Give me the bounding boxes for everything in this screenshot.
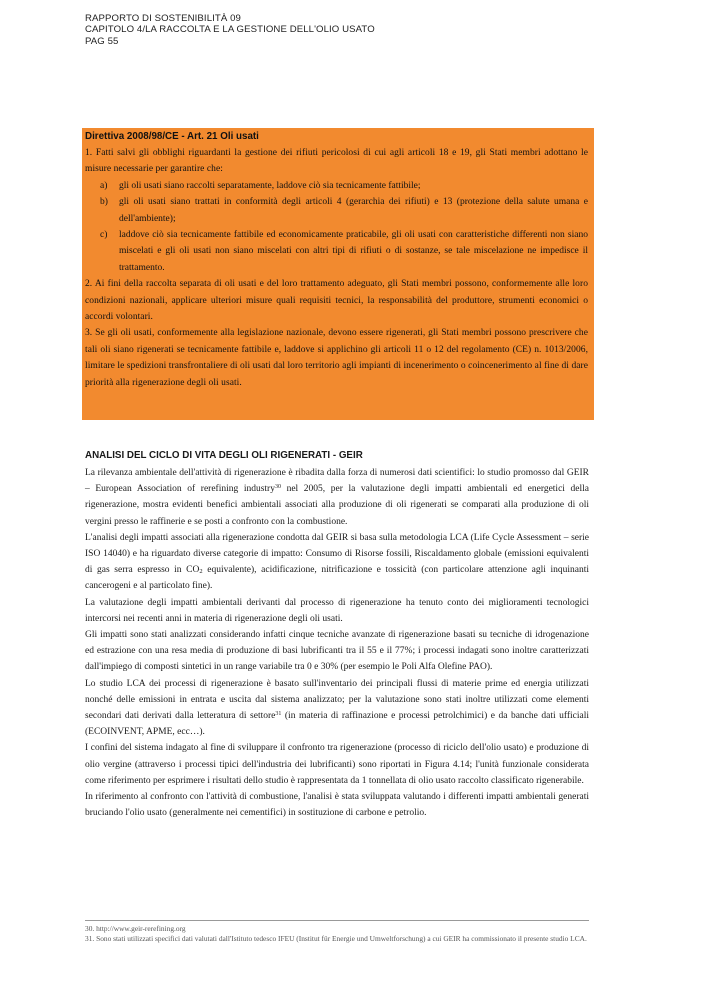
directive-list-item-a [100, 178, 588, 194]
list-text: gli oli usati siano raccolti separatamente, laddove ciò sia tecnicamente fattibile; [119, 180, 421, 191]
paragraph-4: Gli impatti sono stati analizzati considerando infatti cinque tecniche avanzate di rigenerazione basati su tecniche di idrogenazione ed estrazione con una resa media di produzione di basi lubrificanti tra il 55 e il 77%; i processi indagati sono inoltre caratterizzati dall'impiego di composti sintetici in un range variabile tra 0 e 30% (per esempio le Poli Alfa Olefine PAO). [85, 630, 589, 673]
paragraph-text: equivalente), acidificazione, nitrificazione e tossicità (con particolare attenzione agli inquinanti cancerogeni e al particolato fine). [85, 565, 589, 592]
paragraph-text: (in materia di raffinazione e processi petrolchimici) e da banche dati ufficiali (ECOINVENT, APME, ecc…). [85, 711, 589, 738]
directive-list-item-c [100, 227, 588, 276]
paragraph-text: La rilevanza ambientale dell'attività di rigenerazione è ribadita dalla forza di numerosi dati scientifici: lo studio promosso dal GEIR – European Association of rerefining industry [85, 468, 589, 495]
directive-paragraph-1: 1. Fatti salvi gli obblighi riguardanti la gestione dei rifiuti pericolosi di cui agli articoli 18 e 19, gli Stati membri adottano le misure necessarie per garantire che: [85, 148, 588, 175]
paragraph-5 [85, 676, 589, 741]
main-section [85, 449, 589, 821]
report-title: RAPPORTO DI SOSTENIBILITÀ 09 [85, 13, 241, 24]
list-text: laddove ciò sia tecnicamente fattibile ed economicamente praticabile, gli oli usati con caratteristiche differenti non siano miscelati e gli oli usati non siano miscelati con altri tipi di rifiuti o di sostanze, se tale miscelazione ne impedisce il trattamento. [119, 230, 588, 273]
paragraph-2 [85, 530, 589, 595]
footnote-ref-31: 31 [275, 711, 282, 718]
co2-subscript: 2 [199, 568, 203, 576]
directive-list [85, 178, 588, 276]
paragraph-text: L'analisi degli impatti associati alla rigenerazione condotta dal GEIR si basa sulla metodologia LCA (Life Cycle Assessment – serie ISO 14040) e ha riguardato diverse categorie di impatto: Consumo di Risorse fossili, Riscaldamento globale (emissioni equivalenti di gas serra espresso in CO [85, 532, 589, 576]
section-title: ANALISI DEL CICLO DI VITA DEGLI OLI RIGENERATI - GEIR [85, 450, 363, 461]
paragraph-7: In riferimento al confronto con l'attività di combustione, l'analisi è stata sviluppata valutando i differenti impatti ambientali generati bruciando l'olio usato (generalmente nei cementifici) in sostituzione di carbone e petrolio. [85, 792, 589, 819]
directive-paragraph-2: 2. Ai fini della raccolta separata di oli usati e del loro trattamento adeguato, gli Stati membri possono, conformemente alle loro condizioni nazionali, applicare ulteriori misure quali requisiti tecnici, la responsabilità del produttore, strumenti economici o accordi volontari. [85, 279, 588, 323]
running-header [85, 13, 375, 47]
paragraph-text: Lo studio LCA dei processi di rigenerazione è basato sull'inventario dei principali flussi di materie prime ed energia utilizzati nonché delle emissioni in entrata e uscita dal sistema analizzato; per la valutazione sono stati inoltre utilizzati come elementi secondari dati derivati dalla letteratura di settore [85, 678, 589, 722]
directive-list-item-b [100, 194, 588, 227]
paragraph-1 [85, 465, 589, 530]
footnote-ref-30: 30 [274, 484, 281, 491]
list-label: a) [100, 180, 108, 191]
list-text: gli oli usati siano trattati in conformità degli articoli 4 (gerarchia dei rifiuti) e 13 (protezione della salute umana e dell'ambiente); [119, 197, 588, 224]
paragraph-text: nel 2005, per la valutazione degli impatti ambientali ed energetici della rigenerazione, mostra evidenti benefici ambientali associati alla produzione di oli rigenerati se comparati alla produzione di oli vergini presso le raffinerie e se posti a confronto con la combustione. [85, 484, 589, 527]
directive-title: Direttiva 2008/98/CE - Art. 21 Oli usati [85, 131, 259, 142]
page-number: PAG 55 [85, 35, 119, 47]
paragraph-6: I confini del sistema indagato al fine di sviluppare il confronto tra rigenerazione (processo di riciclo dell'olio usato) e produzione di olio vergine (attraverso i processi tipici dell'industria dei lubrificanti) sono riportati in Figura 4.14; l'unità funzionale considerata come riferimento per esprimere i risultati dello studio è rappresentata da 1 tonnellata di olio usato raccolto classificato rigenerabile. [85, 743, 589, 786]
directive-paragraph-3: 3. Se gli oli usati, conformemente alla legislazione nazionale, devono essere rigenerati, gli Stati membri possono prescrivere che tali oli siano rigenerati se tecnicamente fattibile e, laddove si applichino gli articoli 11 o 12 del regolamento (CE) n. 1013/2006, limitare le spedizioni transfrontaliere di oli usati dal loro territorio agli impianti di incenerimento o coincenerimento al fine di dare priorità alla rigenerazione degli oli usati. [85, 328, 588, 388]
footnote-divider [85, 920, 589, 921]
directive-box [82, 128, 594, 420]
chapter-title: CAPITOLO 4/LA RACCOLTA E LA GESTIONE DELL'OLIO USATO [85, 24, 375, 36]
footnote-31: 31. Sono stati utilizzati specifici dati valutati dall'Istituto tedesco IFEU (Institut für Energie und Umweltforschung) a cui GEIR ha commissionato il presente studio LCA. [85, 934, 587, 943]
footnote-30: 30. http://www.geir-rerefining.org [85, 924, 186, 933]
list-label: c) [100, 230, 108, 241]
list-label: b) [100, 197, 108, 208]
paragraph-3: La valutazione degli impatti ambientali derivanti dal processo di rigenerazione ha tenuto conto dei miglioramenti tecnologici intercorsi nei recenti anni in materia di rigenerazione degli oli usati. [85, 597, 589, 624]
footnotes [85, 924, 589, 944]
